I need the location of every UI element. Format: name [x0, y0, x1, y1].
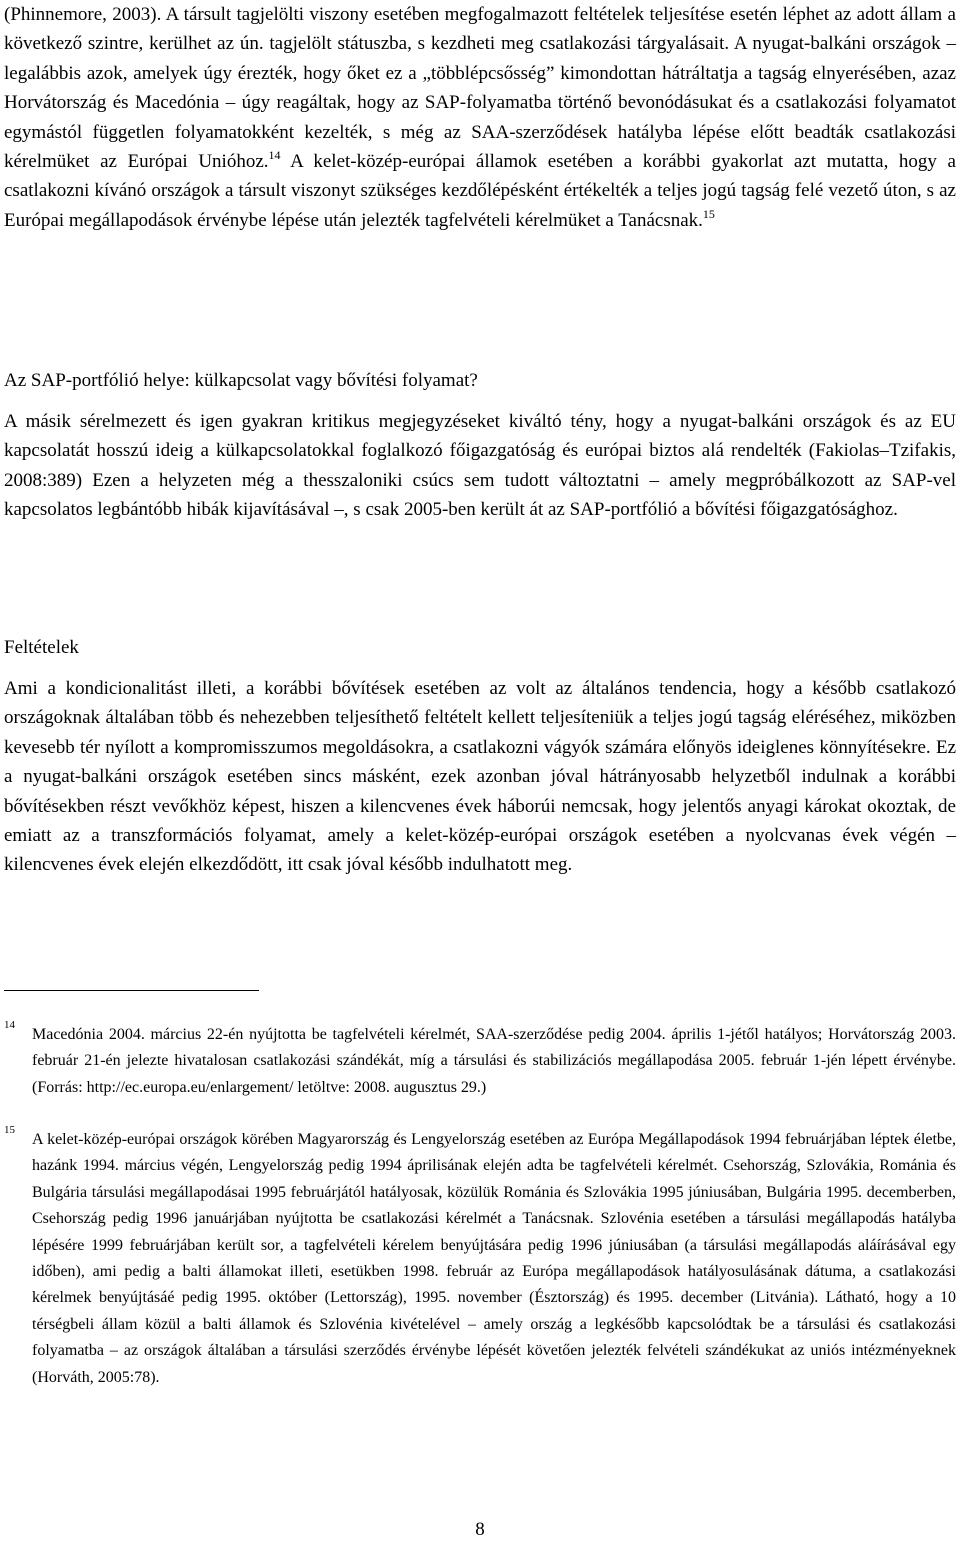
paragraph-1-text-a: (Phinnemore, 2003). A társult tagjelölti viszony esetében megfogalmazott feltételek teljesítése esetén léphet az adott állam a következő szintre, kerülhet az ún. tagjelölt státuszba, s kezdheti meg csatlakozási tárgyalásait. A nyugat-balkáni országok – legalábbis azok, amelyek úgy érezték, hogy őket ez a „többlépcsősség” kimondottan hátráltatja a tagság elnyerésében, azaz Horvátország és Macedónia – úgy reagáltak, hogy az SAP-folyamatba történő bevonódásukat és a csatlakozási folyamatot egymástól független folyamatokként kezelték, s még az SAA-szerződések hatályba lépése előtt beadták csatlakozási kérelmüket az Európai Unióhoz.: [4, 4, 956, 173]
footnote-ref-15[interactable]: 15: [702, 206, 715, 221]
page-number: 8: [475, 1519, 485, 1540]
body-paragraph-3: Ami a kondicionalitást illeti, a korábbi bővítések esetében az volt az általános tendencia, hogy a később csatlakozó országoknak általában több és nehezebben teljesíthető feltételt kellett teljesíteniük a teljes jogú tagság eléréséhez, miközben kevesebb tér nyílott a kompromisszumos megoldásokra, a csatlakozni vágyók számára előnyös ideiglenes könnyítésekre. Ez a nyugat-balkáni országok esetében sincs másként, ezek azonban jóval hátrányosabb helyzetből indulnak a korábbi bővítésekben részt vevőkhöz képest, hiszen a kilencvenes évek háborúi nemcsak, hogy jelentős anyagi károkat okoztak, de emiatt az a transzformációs folyamat, amely a kelet-közép-európai országok esetében a nyolcvanas évek végén – kilencvenes évek elején elkezdődött, itt csak jóval később indulhatott meg.: [4, 678, 956, 876]
body-paragraph-1: [4, 0, 956, 235]
section-heading-feltetelek: Feltételek: [4, 637, 79, 658]
footnote-14: [4, 1019, 956, 1101]
footnote-number: 15: [4, 1124, 15, 1136]
body-paragraph-2: A másik sérelmezett és igen gyakran kritikus megjegyzéseket kiváltó tény, hogy a nyugat-balkáni országok és az EU kapcsolatát hosszú ideig a külkapcsolatokkal foglalkozó főigazgatóság és európai biztos alá rendelték (Fakiolas–Tzifakis, 2008:389) Ezen a helyzeten még a thesszaloniki csúcs sem tudott változtatni – amely megpróbálkozott az SAP-vel kapcsolatos legbántóbb hibák kijavításával –, s csak 2005-ben került át az SAP-portfólió a bővítési főigazgatósághoz.: [4, 411, 956, 521]
footnote-ref-14[interactable]: 14: [268, 148, 281, 163]
section-heading-sap-portfolio: Az SAP-portfólió helye: külkapcsolat vagy bővítési folyamat?: [4, 370, 478, 391]
footnote-separator: [4, 990, 259, 991]
footnote-text: A kelet-közép-európai országok körében Magyarország és Lengyelország esetében az Európa Megállapodások 1994 februárjában léptek életbe, hazánk 1994. március végén, Lengyelország pedig 1994 áprilisának elején adta be tagfelvételi kérelmét. Csehország, Szlovákia, Románia és Bulgária társulási megállapodásai 1995 februárjától hatályosak, közülük Románia és Szlovákia 1995 júniusában, Bulgária 1995. decemberben, Csehország pedig 1996 januárjában nyújtotta be csatlakozási kérelmét a Tanácsnak. Szlovénia esetében a társulási megállapodás hatályba lépésére 1999 februárjában került sor, a tagfelvételi kérelem benyújtására pedig 1996 júniusában (a társulási megállapodás aláírásával egy időben), ami pedig a balti államokat illeti, esetükben 1998. február az Európa megállapodások hatályosulásának dátuma, a csatlakozási kérelmek benyújtásáé pedig 1995. október (Lettország), 1995. november (Észtország) és 1995. december (Litvánia). Látható, hogy a 10 térségbeli állam közül a balti államok és Szlovénia kivételével – amely ország a legkésőbb kapcsolódtak be a társulási és csatlakozási folyamatba – az országok általában a társulási szerződés érvénybe lépését követően jelezték felvételi szándékukat az uniós intézményeknek (Horváth, 2005:78).: [32, 1131, 956, 1386]
paragraph-1-text-b: A kelet-közép-európai államok esetében a korábbi gyakorlat azt mutatta, hogy a csatlakozni kívánó országok a társult viszonyt szükséges kezdőlépésként értékelték a teljes jogú tagság felé vezető úton, s az Európai megállapodások érvénybe lépése után jelezték tagfelvételi kérelmüket a Tanácsnak.: [4, 151, 956, 231]
footnote-number: 14: [4, 1019, 15, 1031]
footnote-15: [4, 1124, 956, 1391]
footnote-text: Macedónia 2004. március 22-én nyújtotta be tagfelvételi kérelmét, SAA-szerződése pedig 2004. április 1-jétől hatályos; Horvátország 2003. február 21-én jelezte hivatalosan csatlakozási szándékát, míg a társulási és stabilizációs megállapodása 2005. február 1-jén lépett érvénybe. (Forrás: http://ec.europa.eu/enlargement/ letöltve: 2008. augusztus 29.): [32, 1026, 956, 1096]
